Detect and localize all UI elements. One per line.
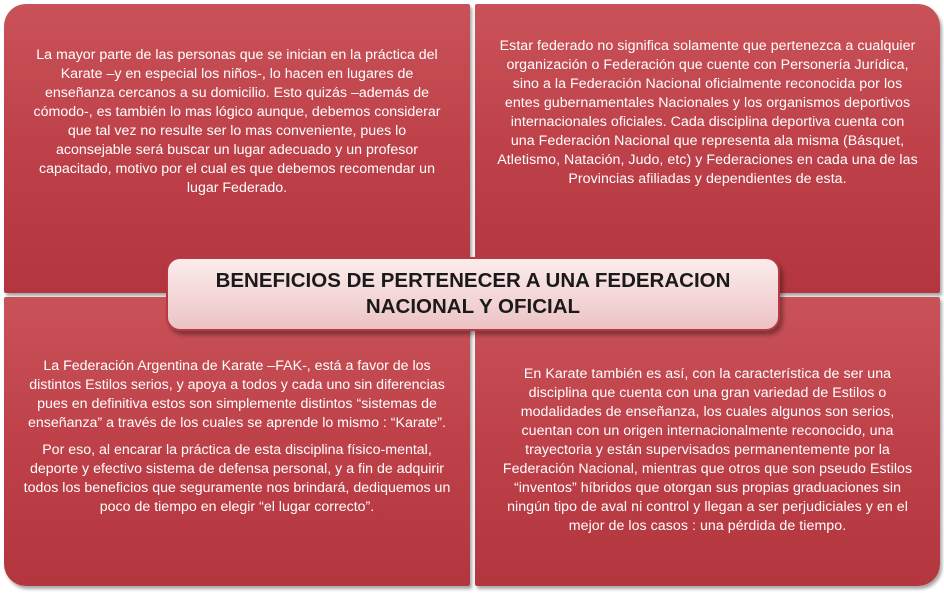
quadrant-bottom-right-text: En Karate también es así, con la característica de ser una disciplina que cuenta con una gran variedad de Estilos o modalidades de enseñanza, los cuales algunos son serios, cuentan con un origen internacionalmente reconocido, una trayectoria y están supervisados permanentemente por la Federación Nacional, mientras que otros que son pseudo Estilos “inventos” híbridos que otorgan sus propias graduaciones sin ningún tipo de aval ni control y llegan a ser perjudiciales y en el mejor de los casos : una pérdida de tiempo.: [502, 366, 913, 534]
quadrant-top-left-text: La mayor parte de las personas que se inician en la práctica del Karate –y en especial los niños-, lo hacen en lugares de enseñanza cercanos a su domicilio. Esto quizás –además de cómodo-, es también lo mas lógico aunque, debemos considerar que tal vez no resulte ser lo mas conveniente, pues lo aconsejable será buscar un lugar adecuado y un profesor capacitado, motivo por el cual es que debemos recomendar un lugar Federado.: [33, 47, 441, 196]
quadrant-bottom-left-paragraph-1: La Federación Argentina de Karate –FAK-, está a favor de los distintos Estilos serios, y apoya a todos y cada uno sin diferencias pues en definitiva estos son simplemente distintos “sistemas de enseñanza” a través de los cuales se aprende lo mismo : “Karate”.: [28, 358, 446, 431]
center-title-box: [166, 257, 780, 331]
quadrant-bottom-left-paragraph-2: Por eso, al encarar la práctica de esta disciplina físico-mental, deporte y efectivo sistema de defensa personal, y a fin de adquirir todos los beneficios que seguramente nos brindará, dediquemos un poco de tiempo en elegir “el lugar correcto”.: [23, 442, 451, 515]
quadrant-bottom-right: [475, 297, 940, 586]
center-title: BENEFICIOS DE PERTENECER A UNA FEDERACION NACIONAL Y OFICIAL: [215, 269, 731, 318]
quadrant-top-left: [4, 4, 470, 293]
quadrant-top-right-text: Estar federado no significa solamente que pertenezca a cualquier organización o Federación que cuente con Personería Jurídica, sino a la Federación Nacional oficialmente reconocida por los entes gubernamentales Nacionales y los organismos deportivos internacionales oficiales. Cada disciplina deportiva cuenta con una Federación Nacional que representa ala misma (Básquet, Atletismo, Natación, Judo, etc) y Federaciones en cada una de las Provincias afiliadas y dependientes de esta.: [497, 38, 918, 187]
quadrant-top-right: [475, 4, 940, 293]
quadrant-bottom-left: [4, 297, 470, 586]
